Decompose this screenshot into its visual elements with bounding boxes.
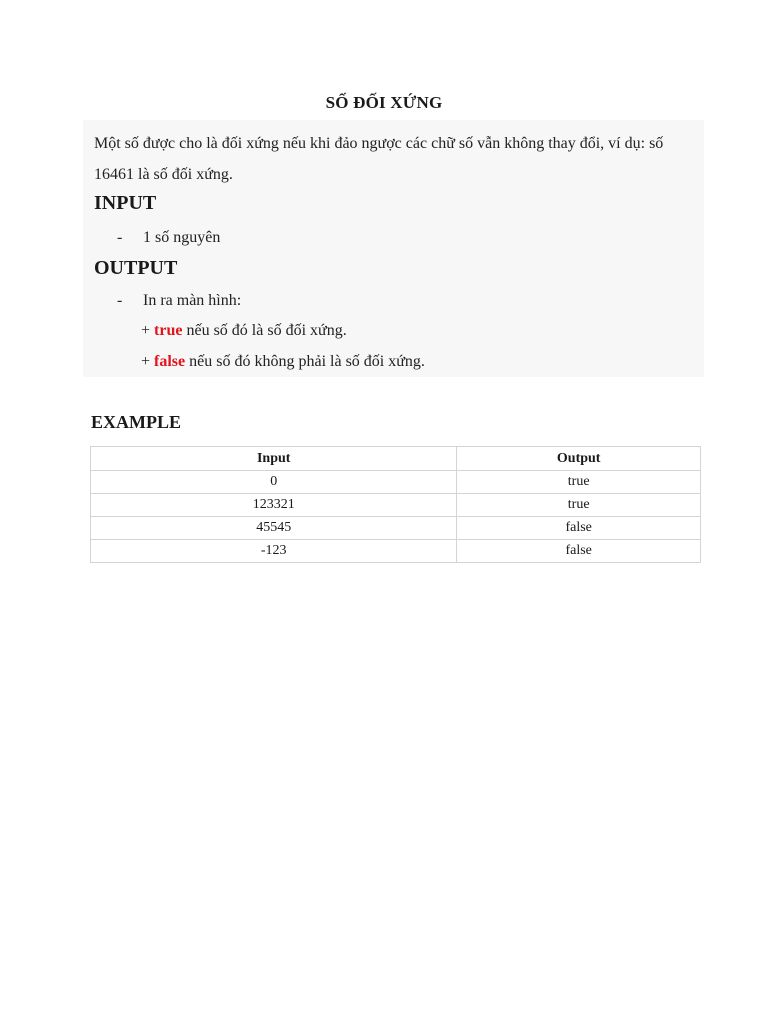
input-item-text: 1 số nguyên: [143, 229, 221, 246]
input-cell: 45545: [91, 517, 457, 540]
output-bullet-item: [117, 292, 241, 310]
output-case-false: [141, 353, 425, 371]
table-row: [91, 471, 701, 494]
description-line-2: 16461 là số đối xứng.: [94, 166, 233, 183]
column-header-input: Input: [91, 447, 457, 471]
case-description: nếu số đó không phải là số đối xứng.: [185, 353, 425, 370]
problem-description: [94, 128, 698, 190]
page-title: SỐ ĐỐI XỨNG: [325, 93, 443, 112]
input-cell: 0: [91, 471, 457, 494]
output-cell: false: [457, 517, 701, 540]
case-prefix: +: [141, 322, 155, 339]
example-table: [90, 446, 701, 563]
input-cell: 123321: [91, 494, 457, 517]
output-cell: true: [457, 471, 701, 494]
description-line-1: Một số được cho là đối xứng nếu khi đảo ngược các chữ số vẫn không thay đổi, ví dụ: số: [94, 135, 664, 152]
input-heading: INPUT: [94, 192, 157, 214]
output-case-true: [141, 322, 347, 340]
output-cell: true: [457, 494, 701, 517]
output-item-text: In ra màn hình:: [143, 292, 242, 309]
output-heading: OUTPUT: [94, 257, 178, 279]
table-row: [91, 540, 701, 563]
input-cell: -123: [91, 540, 457, 563]
problem-statement: [83, 120, 704, 377]
case-prefix: +: [141, 353, 155, 370]
example-heading: EXAMPLE: [91, 412, 181, 432]
column-header-output: Output: [457, 447, 701, 471]
keyword-true: true: [154, 322, 183, 339]
bullet-dash: -: [117, 229, 123, 246]
keyword-false: false: [154, 353, 186, 370]
table-row: [91, 517, 701, 540]
table-row: [91, 494, 701, 517]
bullet-dash: -: [117, 292, 123, 309]
case-description: nếu số đó là số đối xứng.: [182, 322, 347, 339]
table-header-row: [91, 447, 701, 471]
output-cell: false: [457, 540, 701, 563]
input-bullet-item: [117, 229, 220, 247]
